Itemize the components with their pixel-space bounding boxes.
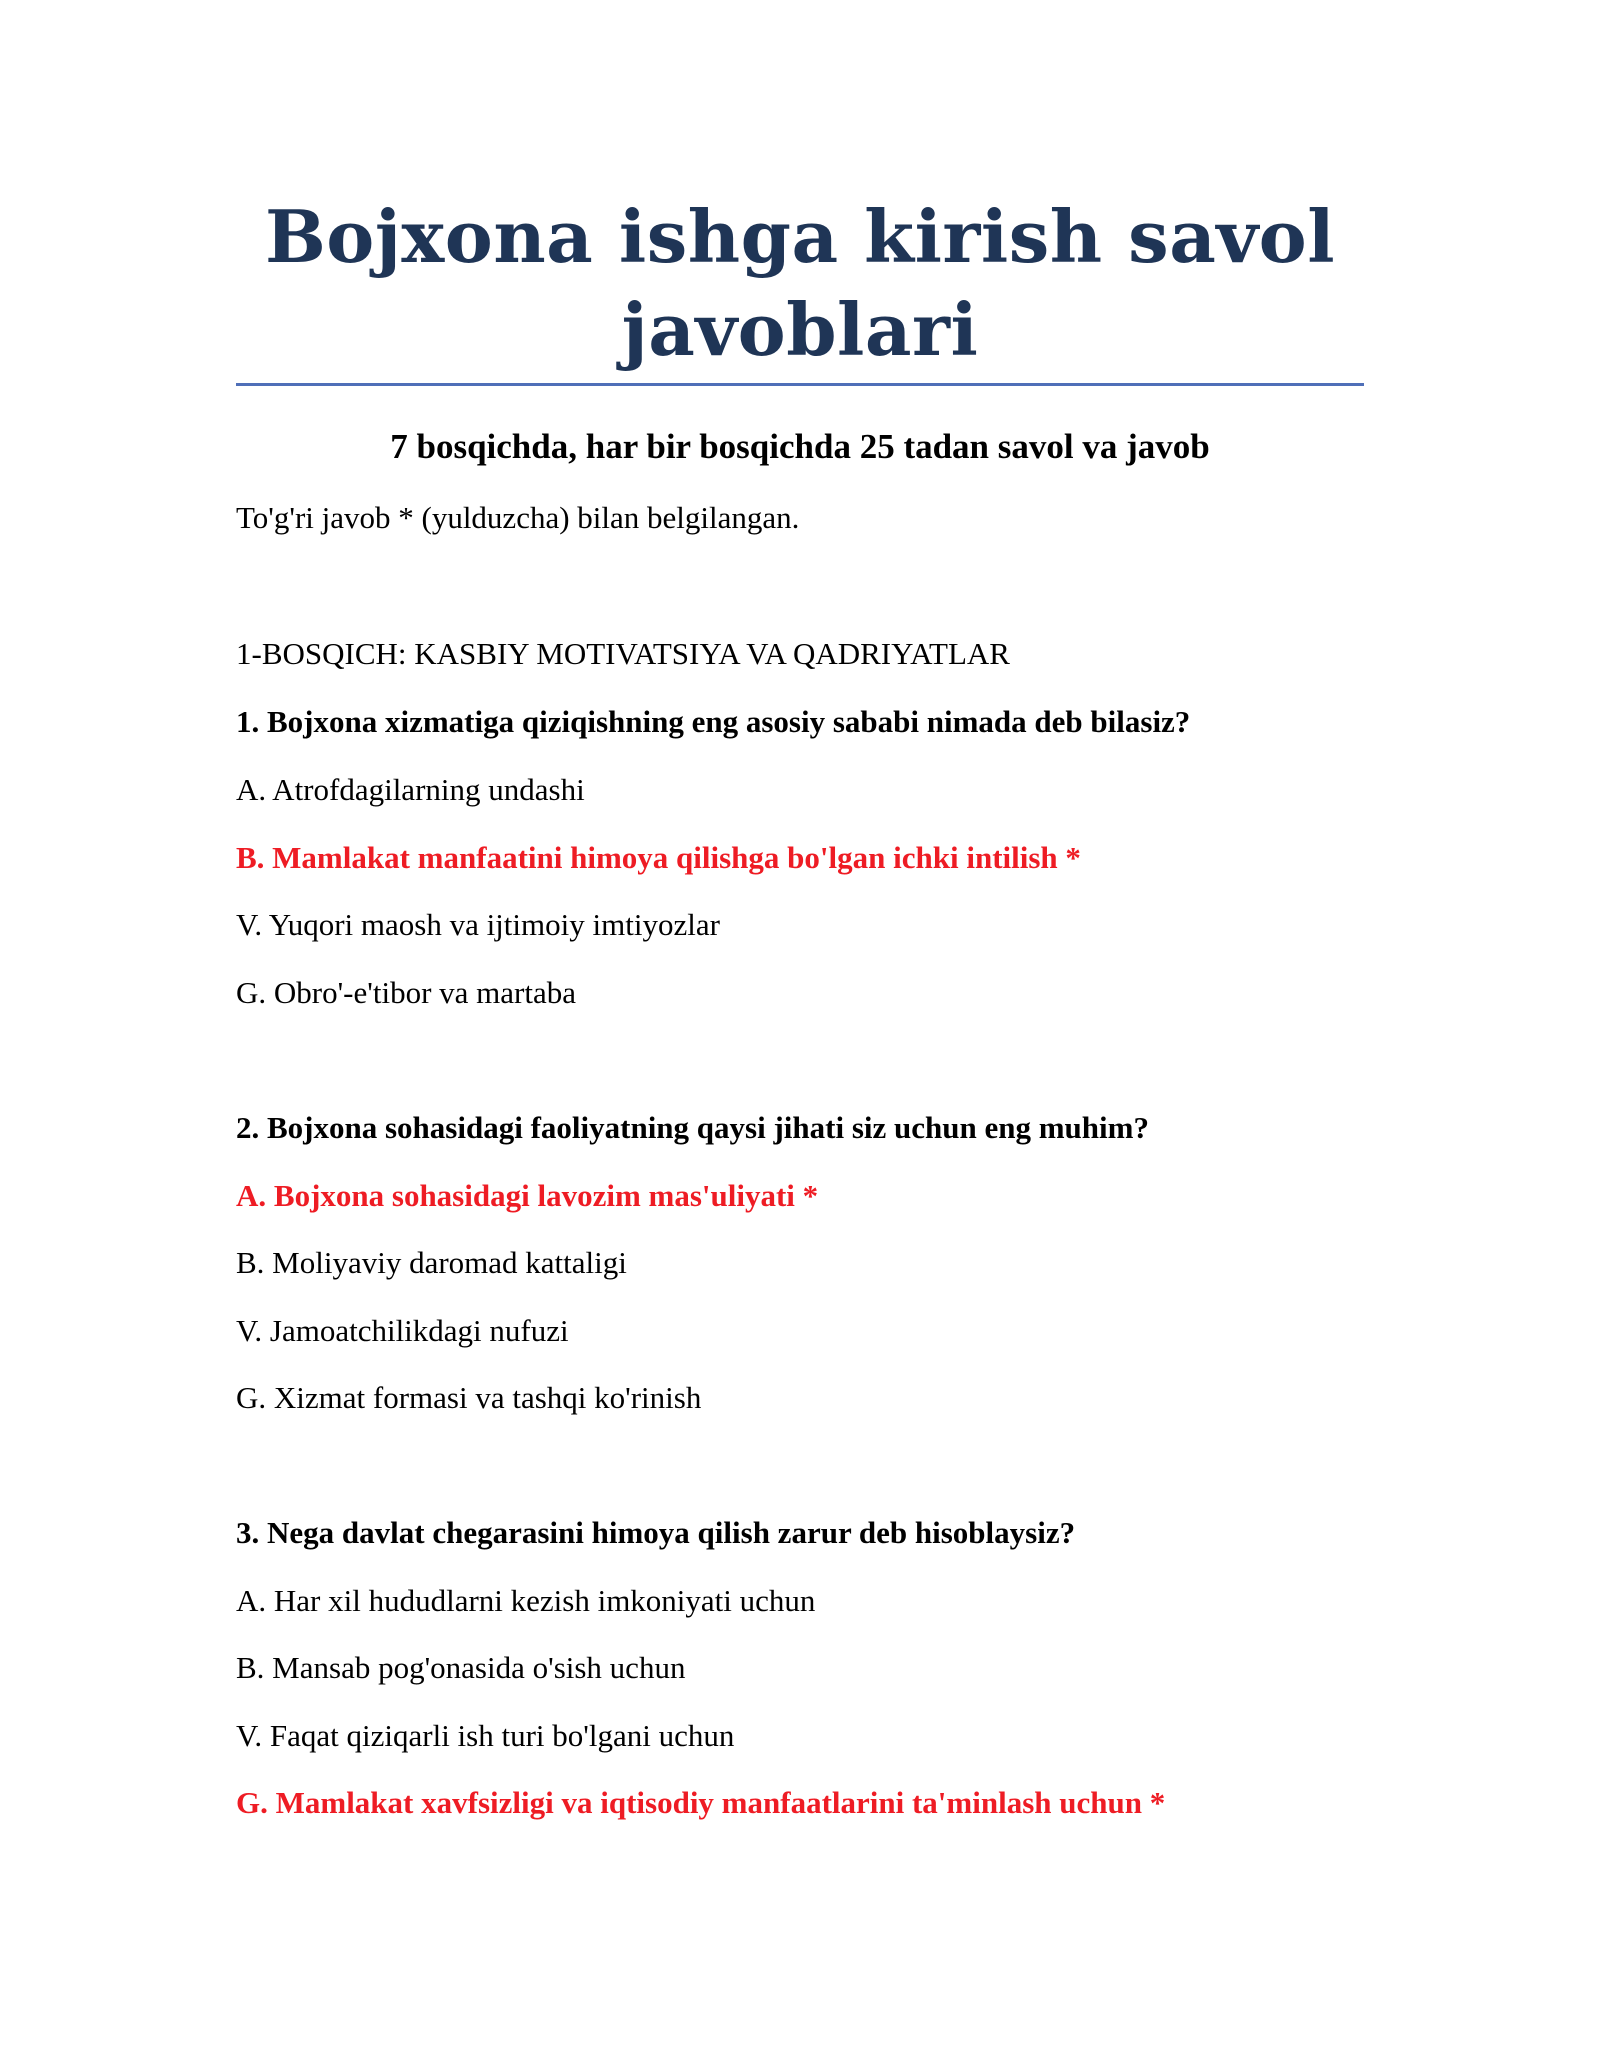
question-3: 3. Nega davlat chegarasini himoya qilish zarur deb hisoblaysiz?	[236, 1515, 1076, 1550]
question-1-option-g: G. Obro'-e'tibor va martaba	[236, 975, 576, 1010]
question-3-option-a: A. Har xil hududlarni kezish imkoniyati uchun	[236, 1583, 816, 1618]
question-1: 1. Bojxona xizmatiga qiziqishning eng asosiy sababi nimada deb bilasiz?	[236, 704, 1191, 739]
question-2: 2. Bojxona sohasidagi faoliyatning qaysi jihati siz uchun eng muhim?	[236, 1110, 1149, 1145]
question-2-option-a-correct: A. Bojxona sohasidagi lavozim mas'uliyati *	[236, 1178, 819, 1213]
question-1-option-v: V. Yuqori maosh va ijtimoiy imtiyozlar	[236, 907, 720, 942]
question-2-option-g: G. Xizmat formasi va tashqi ko'rinish	[236, 1380, 702, 1415]
document-subtitle: 7 bosqichda, har bir bosqichda 25 tadan savol va javob	[390, 427, 1210, 466]
stage-heading: 1-BOSQICH: KASBIY MOTIVATSIYA VA QADRIYATLAR	[236, 636, 1010, 671]
question-1-option-b-correct: B. Mamlakat manfaatini himoya qilishga bo'lgan ichki intilish *	[236, 840, 1081, 875]
question-1-option-a: A. Atrofdagilarning undashi	[236, 772, 585, 807]
question-3-option-b: B. Mansab pog'onasida o'sish uchun	[236, 1650, 686, 1685]
title-underline	[236, 383, 1364, 386]
question-3-option-v: V. Faqat qiziqarli ish turi bo'lgani uchun	[236, 1718, 735, 1753]
question-2-option-v: V. Jamoatchilikdagi nufuzi	[236, 1313, 569, 1348]
answer-key-note: To'g'ri javob * (yulduzcha) bilan belgilangan.	[236, 500, 800, 535]
question-3-option-g-correct: G. Mamlakat xavfsizligi va iqtisodiy manfaatlarini ta'minlash uchun *	[236, 1785, 1166, 1820]
document-title: Bojxona ishga kirish savol javoblari	[264, 194, 1336, 372]
question-2-option-b: B. Moliyaviy daromad kattaligi	[236, 1245, 627, 1280]
